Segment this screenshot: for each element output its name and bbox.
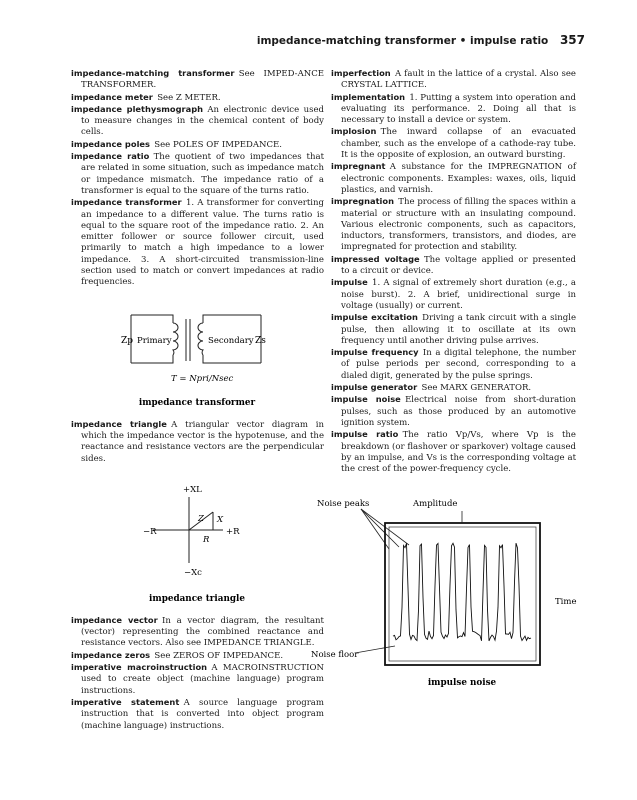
entry-definition: See POLES OF IMPEDANCE. (154, 139, 282, 150)
entry-headword: implosion (331, 126, 377, 137)
entry-definition: The quotient of two impedances that are related in some situation, such as impedance match or impedance mismatch. The impedance ratio of a transformer is equal to the square of the turns ratio. (81, 152, 324, 196)
secondary-label: Secondary (208, 335, 254, 346)
left3-entries (71, 615, 324, 732)
noise-peaks-label: Noise peaks (317, 499, 370, 510)
entry-definition: 1. A signal of extremely short duration (e.g., a noise burst). 2. A brief, unidirectional surge in voltage (usually) or current. (341, 278, 576, 311)
dictionary-entry (331, 382, 576, 394)
entry-headword: impulse (331, 277, 368, 288)
entry-headword: impulse excitation (331, 312, 418, 323)
entry-headword: impulse generator (331, 382, 418, 393)
entry-definition: A MACROINSTRUCTION used to create object (machine language) program instructions. (81, 663, 324, 696)
noise-diagram (311, 491, 617, 691)
entry-headword: impregnant (331, 161, 386, 172)
turns-formula: T = Npri/Nsec (171, 373, 234, 384)
dictionary-entry (331, 277, 576, 312)
dictionary-entry (331, 312, 576, 347)
entry-definition: A fault in the lattice of a crystal. Also see CRYSTAL LATTICE. (341, 69, 576, 91)
minus-r-label: −R (143, 526, 157, 537)
entry-definition: The process of filling the spaces within a material or structure with an insulating compound. Various electronic components, such as capacitors, inductors, transformers, transistors, and diodes, are impregnated for protection and stability. (341, 197, 576, 253)
dictionary-entry (331, 394, 576, 429)
r-label: R (203, 534, 210, 545)
time-label: Time (555, 597, 577, 608)
entry-headword: impedance plethysmograph (71, 103, 204, 114)
plus-r-label: +R (226, 526, 240, 537)
left-entries (71, 68, 324, 289)
header-title: impedance-matching transformer • impulse ratio (256, 35, 549, 47)
secondary-top-wire (203, 315, 261, 323)
z-label: Z (198, 513, 204, 524)
entry-definition: Electrical noise from short-duration pulses, such as those produced by an automotive ignition system. (341, 395, 576, 428)
entry-headword: imperfection (331, 68, 391, 78)
entry-headword: implementation (331, 91, 406, 102)
entry-definition: See Z METER. (157, 92, 221, 103)
dictionary-entry (331, 68, 576, 92)
entry-headword: impedance triangle (71, 418, 167, 429)
right-column (311, 68, 577, 691)
entry-definition: In a digital telephone, the number of pulse periods per second, corresponding to a dialed digit, generated by the pulse springs. (341, 348, 576, 381)
noise-figure (311, 491, 577, 691)
entry-headword: impressed voltage (331, 253, 420, 264)
entry-definition: The inward collapse of an evacuated chamber, such as the envelope of a cathode-ray tube. It is the opposite of explosion, an outward bursting. (341, 127, 576, 161)
dictionary-entry (71, 662, 324, 697)
entry-definition: See IMPED-ANCE TRANSFORMER. (81, 69, 325, 91)
zs-label: Zs (255, 335, 266, 346)
entry-headword: impulse ratio (331, 429, 399, 440)
entry-headword: imperative macroinstruction (71, 662, 208, 673)
dictionary-entry (71, 104, 324, 139)
entry-definition: See ZEROS OF IMPEDANCE. (154, 650, 284, 661)
dictionary-entry (71, 419, 324, 465)
transformer-figure (71, 301, 324, 409)
triangle-caption: impedance triangle (149, 593, 245, 604)
entry-definition: An electronic device used to measure changes in the chemical content of body cells. (81, 104, 324, 138)
entry-headword: impedance ratio (71, 151, 150, 162)
dictionary-entry (71, 92, 324, 104)
triangle-diagram (71, 479, 324, 605)
transformer-caption: impedance transformer (138, 397, 256, 408)
dictionary-entry (71, 615, 324, 650)
page-number: 357 (559, 33, 585, 47)
entry-headword: impedance poles (71, 138, 150, 149)
entry-definition: Driving a tank circuit with a single pulse, then allowing it to oscillate at its own frequency until another driving pulse arrives. (341, 313, 576, 346)
dictionary-entry (71, 197, 324, 288)
dictionary-entry (331, 161, 576, 196)
entry-definition: A substance for the IMPREGNATION of electronic components. Examples: waxes, oils, liquid plastics, and varnish. (341, 162, 576, 195)
x-label: X (217, 514, 224, 525)
entry-definition: 1. A transformer for converting an impedance to a different value. The turns ratio is equal to the square root of the impedance ratio. 2. An emitter follower or source follower circuit, used primarily to match a high impedance to a lower impedance. 3. A short-circuited transmission-line section used to match or convert impedances at radio frequencies. (81, 198, 325, 288)
left-column (71, 68, 324, 732)
primary-top-wire (131, 315, 173, 323)
running-head (257, 33, 585, 47)
dictionary-entry (331, 92, 576, 127)
entry-headword: impregnation (331, 196, 395, 207)
entry-headword: imperative statement (71, 696, 180, 707)
entry-definition: See MARX GENERATOR. (421, 383, 532, 394)
entry-definition: 1. Putting a system into operation and evaluating its performance. 2. Doing all that is necessary to install a device or system. (341, 92, 576, 126)
entry-headword: impedance meter (71, 91, 153, 102)
dictionary-entry (71, 139, 324, 151)
dictionary-entry (331, 254, 576, 278)
primary-coil (173, 323, 178, 355)
left2-entries (71, 419, 324, 465)
amplitude-label: Amplitude (413, 499, 458, 510)
dictionary-entry (71, 151, 324, 197)
secondary-bottom-wire (203, 355, 261, 363)
entry-definition: In a vector diagram, the resultant (vector) representing the combined reactance and resistance vectors. Also see IMPEDANCE TRIANGLE. (81, 615, 324, 649)
dictionary-entry (331, 429, 576, 475)
noise-trace (393, 543, 531, 641)
entry-headword: impedance vector (71, 614, 158, 625)
dictionary-entry (331, 347, 576, 382)
dictionary-entry (71, 697, 324, 732)
entry-definition: The ratio Vp/Vs, where Vp is the breakdown (or flashover or sparkover) voltage caused by an impulse, and Vs is the corresponding voltage at the crest of the power-frequency cycle. (341, 430, 576, 475)
triangle-figure (71, 479, 324, 605)
entry-definition: A source language program instruction that is converted into object program (machine language) instructions. (81, 697, 324, 731)
dictionary-entry (71, 68, 324, 92)
primary-bottom-wire (131, 355, 173, 363)
entry-headword: impedance-matching transformer (71, 68, 235, 78)
transformer-diagram (71, 301, 324, 409)
plus-xl-label: +XL (183, 484, 202, 495)
noise-floor-label: Noise floor (311, 650, 359, 661)
minus-xc-label: −Xc (184, 567, 202, 578)
entry-headword: impulse frequency (331, 347, 419, 358)
dictionary-entry (331, 196, 576, 253)
entry-headword: impedance zeros (71, 649, 151, 660)
pointer-1 (361, 509, 399, 547)
dictionary-entry (331, 126, 576, 161)
zp-label: Zp (121, 335, 134, 346)
entry-headword: impedance transformer (71, 197, 182, 208)
entry-headword: impulse noise (331, 394, 401, 405)
noise-caption: impulse noise (427, 678, 497, 689)
entry-definition: A triangular vector diagram in which the impedance vector is the hypotenuse, and the reactance and resistance vectors are the perpendicular sides. (81, 419, 324, 464)
entry-definition: The voltage applied or presented to a circuit or device. (341, 254, 576, 277)
right-entries (331, 68, 576, 475)
primary-label: Primary (137, 335, 172, 346)
dictionary-entry (71, 650, 324, 662)
secondary-coil (198, 323, 203, 355)
